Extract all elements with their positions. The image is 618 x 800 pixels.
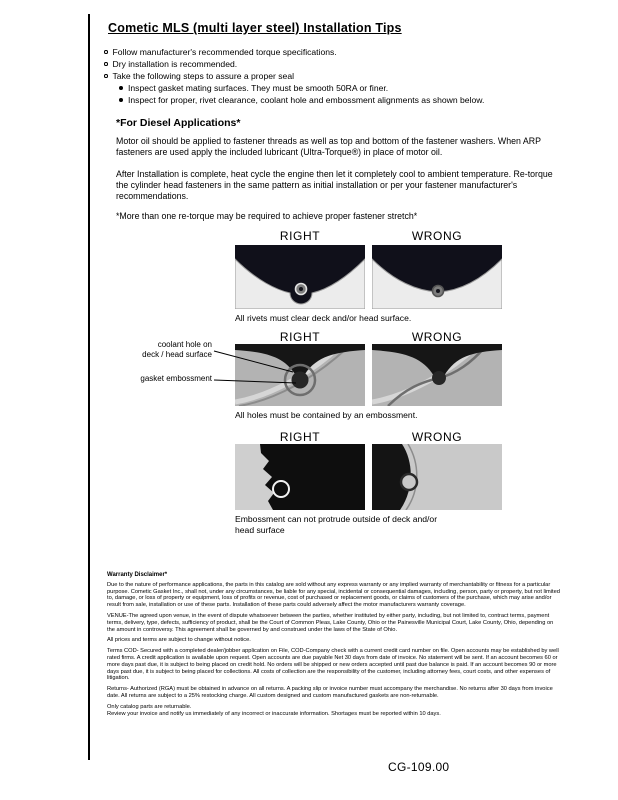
coolant-hole-label: coolant hole on deck / head surface — [142, 340, 212, 359]
tip-item — [104, 58, 564, 70]
protrusion-wrong-diagram — [372, 444, 502, 510]
warranty-disclaimer — [107, 572, 560, 721]
hole-embossment-right-diagram — [235, 344, 365, 406]
tip-item — [104, 70, 564, 82]
diesel-paragraph-1: Motor oil should be applied to fastener threads as well as top and bottom of the fastener washers. When ARP fasteners are used apply the included lubricant (Ultra-Torque®) in place of motor oil. — [116, 136, 541, 157]
disclaimer-heading: Warranty Disclaimer* — [107, 572, 168, 578]
disclaimer-paragraph: Only catalog parts are returnable. — [107, 703, 192, 710]
rivet-clearance-wrong-diagram — [372, 245, 502, 309]
rivet-clearance-right-diagram — [235, 245, 365, 309]
tip-sub-item — [119, 82, 564, 94]
row2-caption: All holes must be contained by an embossment. — [235, 410, 418, 420]
circle-bullet-icon — [104, 74, 108, 78]
disclaimer-paragraph: Returns- Authorized (RGA) must be obtained in advance on all returns. A packing slip or invoice number must accompany the merchandise. No returns after 30 days from invoice date. All returns are subject to a 25% restocking charge. All custom designed and custom manufactured gaskets are non-returnable. — [107, 686, 553, 699]
circle-bullet-icon — [104, 50, 108, 54]
tips-list — [104, 46, 564, 106]
row1-right-header: RIGHT — [279, 229, 321, 243]
dot-bullet-icon — [119, 98, 123, 102]
dot-bullet-icon — [119, 86, 123, 90]
tip-text: Take the following steps to assure a proper seal — [112, 71, 295, 81]
page-code: CG-109.00 — [388, 760, 450, 774]
disclaimer-paragraph: Review your invoice and notify us immediately of any incorrect or inaccurate information. Shortages must be reported within 10 days. — [107, 710, 441, 717]
diesel-heading: *For Diesel Applications* — [116, 117, 241, 129]
tip-text: Inspect gasket mating surfaces. They must be smooth 50RA or finer. — [128, 83, 389, 93]
hole-embossment-wrong-diagram — [372, 344, 502, 406]
tip-text: Dry installation is recommended. — [112, 59, 238, 69]
page-title: Cometic MLS (multi layer steel) Installation Tips — [108, 21, 402, 35]
row3-right-header: RIGHT — [279, 430, 321, 444]
protrusion-right-diagram — [235, 444, 365, 510]
row1-caption: All rivets must clear deck and/or head surface. — [235, 313, 412, 323]
circle-bullet-icon — [104, 62, 108, 66]
row2-wrong-header: WRONG — [411, 330, 463, 344]
disclaimer-paragraph: All prices and terms are subject to change without notice. — [107, 637, 251, 644]
tip-sub-item — [119, 94, 564, 106]
row2-right-header: RIGHT — [279, 330, 321, 344]
gasket-embossment-label: gasket embossment — [140, 374, 212, 383]
tip-item — [104, 46, 564, 58]
tip-text: Follow manufacturer's recommended torque specifications. — [112, 47, 337, 57]
disclaimer-paragraph: VENUE-The agreed upon venue, in the event of dispute whatsoever between the parties, whether instituted by either party, including, but not limited to, contract terms, payment terms, delivery, type, defects, sufficiency of product, shall be the Court of Common Pleas, Lake County, Ohio or the Painesville Municipal Court, Lake County, Ohio, depending on the amount in controversy. This agreement shall be governed by and construed under the laws of the State of Ohio. — [107, 612, 554, 633]
left-rule — [88, 14, 90, 760]
disclaimer-paragraph: Due to the nature of performance applications, the parts in this catalog are sold without any express warranty or any implied warranty of merchantability or fitness for a particular purpose. Cometic Gasket Inc., shall not, under any circumstances, be liable for any special, incidental or consequential damages, including, person, party or property, but not limited to, damage, or loss of property or equipment, loss of profits or revenue, cost of purchased or replacement goods, or claims of customers of the purchase, which may arise and/or result from sale, installation or use of these parts. Installation of these parts could adversely affect the motor manufacturers warranty coverage. — [107, 581, 560, 609]
tip-text: Inspect for proper, rivet clearance, coolant hole and embossment alignments as shown below. — [128, 95, 485, 105]
row3-wrong-header: WRONG — [411, 430, 463, 444]
row3-caption: Embossment can not protrude outside of deck and/or head surface — [235, 514, 438, 535]
disclaimer-paragraph: Terms COD- Secured with a completed dealer/jobber application on File, COD-Company check with a current credit card number on file. Open accounts may be established by well rated firms. A credit application is available upon request. Open accounts are due payable Net 30 days from date of invoice. No statement will be sent. If an account becomes 60 or more days past due, it is subject to being placed on credit hold. No orders will be shipped or new orders accepted until past due balance is paid. If an account becomes 90 or more days past due, it is subject to being placed for collections. All costs of collection are the responsibility of the customer, including attorney fees, court costs, and other expenses of litigation. — [107, 648, 559, 682]
diesel-paragraph-2: After Installation is complete, heat cycle the engine then let it completely cool to ambient temperature. Re-torque the cylinder head fasteners in the same pattern as initial installation or per your fastener manufacturer's recommendations. — [116, 169, 553, 201]
retorque-note: *More than one re-torque may be required to achieve proper fastener stretch* — [116, 211, 418, 221]
row1-wrong-header: WRONG — [411, 229, 463, 243]
